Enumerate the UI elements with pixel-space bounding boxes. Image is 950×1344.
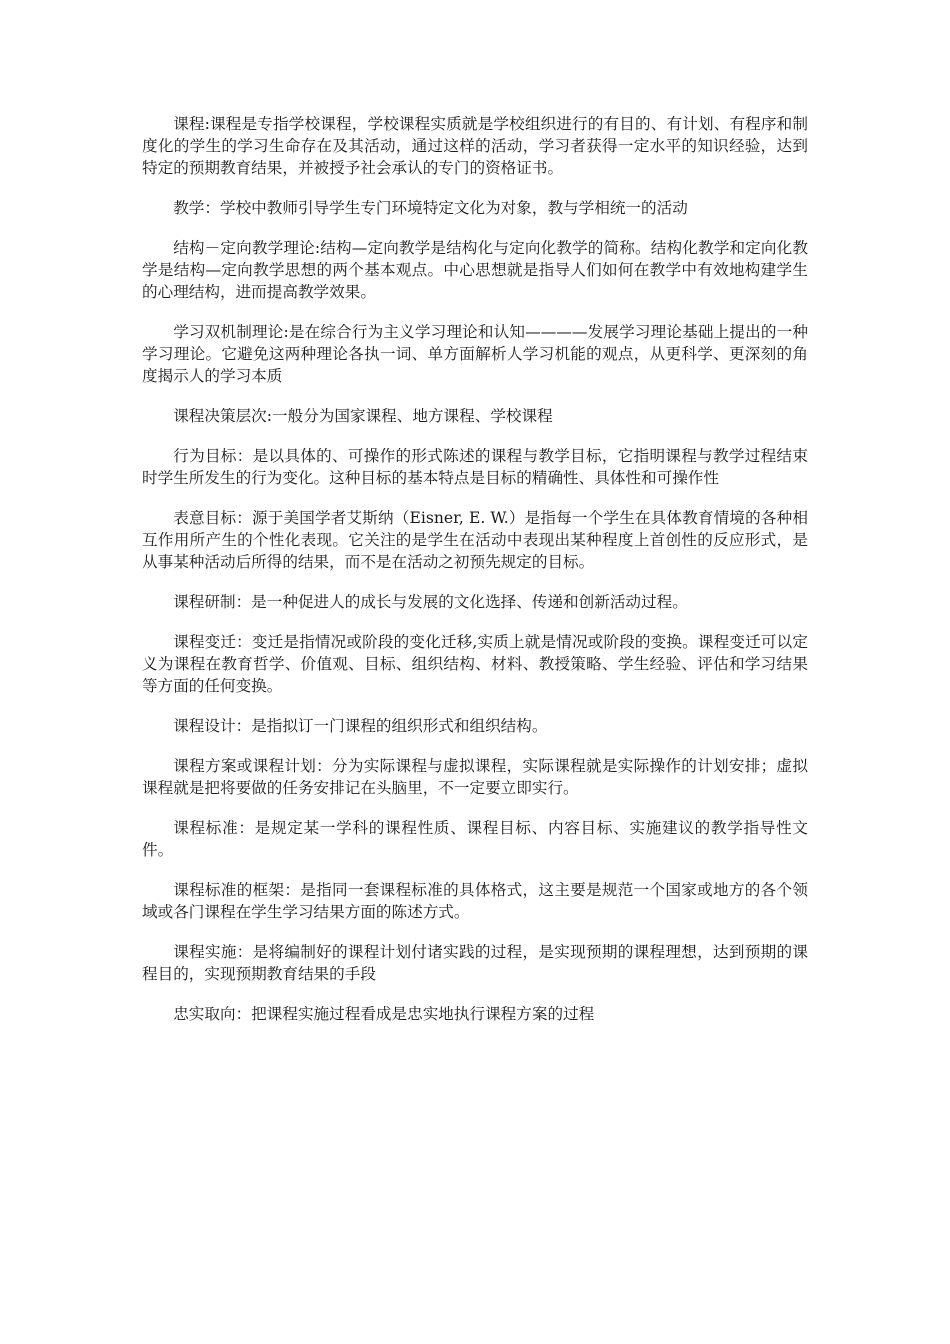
paragraph-curriculum-decision-levels: 课程决策层次:一般分为国家课程、地方课程、学校课程 <box>173 407 553 425</box>
paragraph-dual-mechanism-theory: 学习双机制理论:是在综合行为主义学习理论和认知————发展学习理论基础上提出的一种学习理论。它避免这两种理论各执一词、单方面解析人学习机能的观点，从更科学、更深刻的角度揭示人的学习本质 <box>142 323 808 385</box>
paragraph-behavioral-objectives: 行为目标：是以具体的、可操作的形式陈述的课程与教学目标，它指明课程与教学过程结束时学生所发生的行为变化。这种目标的基本特点是目标的精确性、具体性和可操作性 <box>142 447 808 487</box>
paragraph-curriculum-plan: 课程方案或课程计划：分为实际课程与虚拟课程，实际课程就是实际操作的计划安排；虚拟课程就是把将要做的任务安排记在头脑里，不一定要立即实行。 <box>142 757 808 797</box>
paragraph-expressive-objectives: 表意目标：源于美国学者艾斯纳（Eisner, E. W.）是指每一个学生在具体教育情境的各种相互作用所产生的个性化表现。它关注的是学生在活动中表现出某种程度上首创性的反应形式，是从事某种活动后所得的结果，而不是在活动之初预先规定的目标。 <box>142 509 808 571</box>
paragraph-curriculum-definition: 课程:课程是专指学校课程，学校课程实质就是学校组织进行的有目的、有计划、有程序和制度化的学生的学习生命存在及其活动，通过这样的活动，学习者获得一定水平的知识经验，达到特定的预期教育结果，并被授予社会承认的专门的资格证书。 <box>142 115 808 177</box>
paragraph-curriculum-change: 课程变迁：变迁是指情况或阶段的变化迁移,实质上就是情况或阶段的变换。课程变迁可以定义为课程在教育哲学、价值观、目标、组织结构、材料、教授策略、学生经验、评估和学习结果等方面的任何变换。 <box>142 633 808 695</box>
paragraph-fidelity-orientation: 忠实取向：把课程实施过程看成是忠实地执行课程方案的过程 <box>173 1005 595 1023</box>
document-body <box>142 113 808 1043</box>
paragraph-structure-orientation-theory: 结构－定向教学理论:结构—定向教学是结构化与定向化教学的简称。结构化教学和定向化教学是结构—定向教学思想的两个基本观点。中心思想就是指导人们如何在教学中有效地构建学生的心理结构，进而提高教学效果。 <box>142 239 808 301</box>
paragraph-curriculum-design: 课程设计：是指拟订一门课程的组织形式和组织结构。 <box>173 717 548 735</box>
paragraph-curriculum-development: 课程研制：是一种促进人的成长与发展的文化选择、传递和创新活动过程。 <box>173 593 688 611</box>
paragraph-curriculum-standards: 课程标准：是规定某一学科的课程性质、课程目标、内容目标、实施建议的教学指导性文件。 <box>142 819 808 859</box>
paragraph-teaching-definition: 教学：学校中教师引导学生专门环境特定文化为对象，教与学相统一的活动 <box>173 199 688 217</box>
paragraph-curriculum-implementation: 课程实施：是将编制好的课程计划付诸实践的过程，是实现预期的课程理想，达到预期的课程目的，实现预期教育结果的手段 <box>142 943 808 983</box>
paragraph-standards-framework: 课程标准的框架：是指同一套课程标准的具体格式，这主要是规范一个国家或地方的各个领域或各门课程在学生学习结果方面的陈述方式。 <box>142 881 808 921</box>
